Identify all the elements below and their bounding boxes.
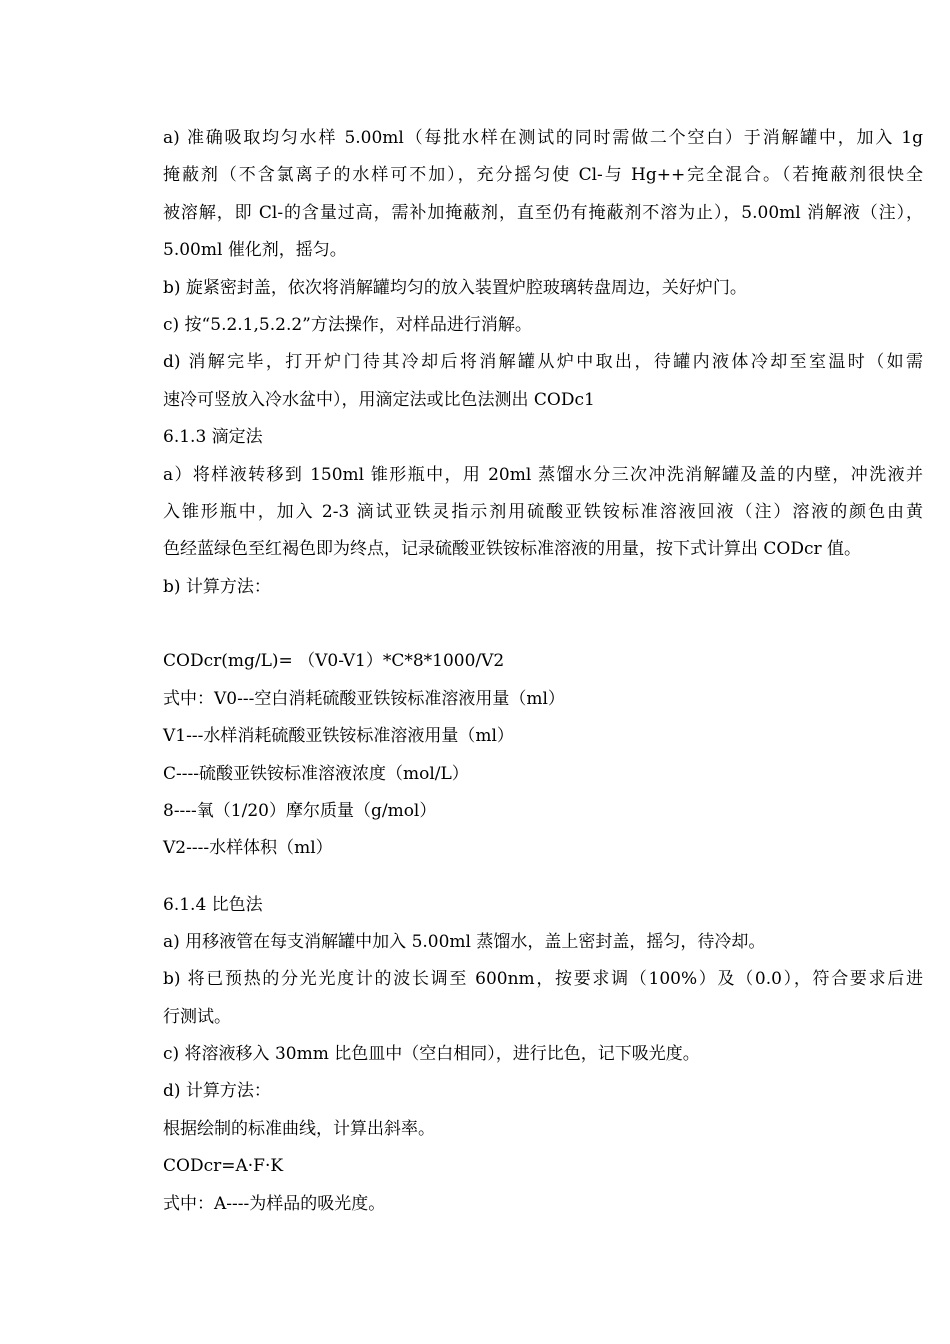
text-line: 式中：V0---空白消耗硫酸亚铁铵标准溶液用量（ml） xyxy=(163,688,565,709)
text-line: d) 消解完毕，打开炉门待其冷却后将消解罐从炉中取出，待罐内液体冷却至室温时（如需 xyxy=(163,352,923,373)
text-line: V1---水样消耗硫酸亚铁铵标准溶液用量（ml） xyxy=(163,726,514,747)
section-heading: 6.1.4 比色法 xyxy=(163,894,263,915)
text-line: 根据绘制的标准曲线，计算出斜率。 xyxy=(163,1118,435,1139)
text-line: c) 将溶液移入 30mm 比色皿中（空白相同），进行比色，记下吸光度。 xyxy=(163,1044,700,1065)
text-line: 入锥形瓶中，加入 2-3 滴试亚铁灵指示剂用硫酸亚铁铵标准溶液回液（注）溶液的颜色由黄 xyxy=(163,501,923,522)
text-line: c) 按“5.2.1,5.2.2”方法操作，对样品进行消解。 xyxy=(163,314,532,335)
text-line: 行测试。 xyxy=(163,1006,231,1027)
text-line: 色经蓝绿色至红褐色即为终点，记录硫酸亚铁铵标准溶液的用量，按下式计算出 CODcr 值。 xyxy=(163,539,862,560)
text-line: a) 用移液管在每支消解罐中加入 5.00ml 蒸馏水，盖上密封盖，摇匀，待冷却。 xyxy=(163,931,766,952)
text-line: 8----氧（1/20）摩尔质量（g/mol） xyxy=(163,801,437,822)
text-line: a）将样液转移到 150ml 锥形瓶中，用 20ml 蒸馏水分三次冲洗消解罐及盖的内壁，冲洗液并 xyxy=(163,464,923,485)
document-body xyxy=(163,120,923,1223)
text-line: C----硫酸亚铁铵标准溶液浓度（mol/L） xyxy=(163,763,469,784)
formula: CODcr=A·F·K xyxy=(163,1156,284,1177)
text-line: 5.00ml 催化剂，摇匀。 xyxy=(163,240,347,261)
text-line: d) 计算方法： xyxy=(163,1081,271,1102)
formula: CODcr(mg/L)= （V0-V1）*C*8*1000/V2 xyxy=(163,651,505,672)
text-line: V2----水样体积（ml） xyxy=(163,838,333,859)
text-line: b) 旋紧密封盖，依次将消解罐均匀的放入装置炉腔玻璃转盘周边，关好炉门。 xyxy=(163,277,747,298)
text-line: 掩蔽剂（不含氯离子的水样可不加），充分摇匀使 Cl-与 Hg++完全混合。（若掩蔽剂很快全 xyxy=(163,165,923,186)
text-line: 速冷可竖放入冷水盆中），用滴定法或比色法测出 CODc1 xyxy=(163,389,595,410)
text-line: b) 将已预热的分光光度计的波长调至 600nm，按要求调（100%）及（0.0），符合要求后进 xyxy=(163,969,923,990)
text-line: a) 准确吸取均匀水样 5.00ml（每批水样在测试的同时需做二个空白）于消解罐中，加入 1g xyxy=(163,128,923,148)
blank-line xyxy=(163,606,923,643)
section-heading: 6.1.3 滴定法 xyxy=(163,427,263,448)
blank-line xyxy=(163,868,923,887)
text-line: 被溶解，即 Cl-的含量过高，需补加掩蔽剂，直至仍有掩蔽剂不溶为止），5.00ml 消解液（注）， xyxy=(163,202,923,223)
text-line: b) 计算方法： xyxy=(163,576,271,597)
text-line: 式中：A----为样品的吸光度。 xyxy=(163,1193,386,1214)
